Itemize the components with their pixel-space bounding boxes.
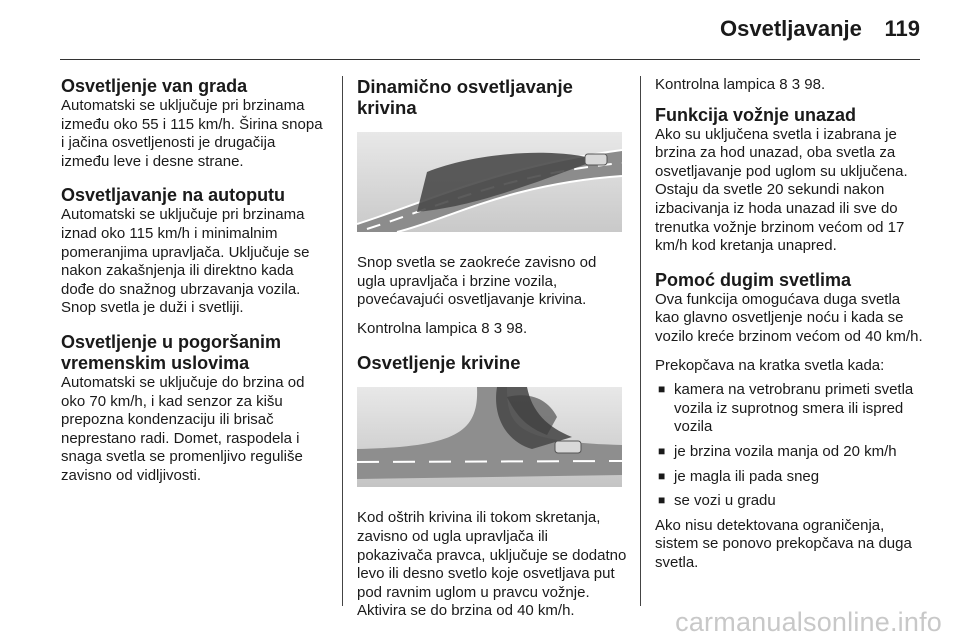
section-text: Automatski se uključuje do brzina od oko 70 km/h, i kad senzor za kišu prepozna kondenzaciju ili brisač neprestano radi. Domet, raspodela i snaga svetla se promenljivo reguliše zavisno od vidljivosti. [61,373,305,484]
paragraph: Kontrolna lampica 8 3 98. [655,76,826,93]
column-divider-2 [640,76,641,606]
section-text: Automatski se uključuje pri brzinama iznad oko 115 km/h i minimalnim pomeranjima upravljača. Uključuje se nakon zakašnjenja ili direktno kada dođe do snažnog ubrzavanja vozila. Snop svetla je duži i svetliji. [61,206,310,317]
section-heading: Pomoć dugim svetlima [655,269,852,290]
header-divider [60,59,920,60]
section-text: Kod oštrih krivina ili tokom skretanja, zavisno od ugla upravljača ili pokazivača pravca, uključuje se dodatno levo ili desno svetlo koje osvetljava put pod ravnim uglom u pravcu vožnje. Aktivira se do brzina od 40 km/h. [357,509,627,620]
section-heading: Osvetljenje u pogoršanim vremenskim uslovima [61,331,282,373]
paragraph: Snop svetla se zaokreće zavisno od ugla upravljača i brzine vozila, povećavajući osvetljavanje krivina. [357,254,597,309]
section-heading: Dinamično osvetljavanje krivina [357,76,573,118]
page-header-title: Osvetljavanje [720,16,862,41]
cornering-light-illustration [357,387,622,487]
paragraph: Kontrolna lampica 8 3 98. [357,319,528,337]
column-divider-1 [342,76,343,606]
column-3 [655,76,923,586]
section-text: Automatski se uključuje pri brzinama između oko 55 i 115 km/h. Širina snopa i jačina osvetljenosti je drugačija između leve i desne strane. [61,97,323,170]
section-outside-city [61,76,326,171]
section-bad-weather [61,332,326,486]
column-2 [357,76,627,621]
list-item: ■ se vozi u gradu [655,492,923,511]
section-text: Ova funkcija omogućava duga svetla kao glavno osvetljenje noću i kada se vozilo kreće brzinom većom od 40 km/h. [655,290,923,345]
section-highway [61,185,326,318]
page-number: 119 [884,16,920,41]
list-item: ■ kamera na vetrobranu primeti svetla vozila iz suprotnog smera ili ispred vozila [655,381,923,437]
list-outro: Ako nisu detektovana ograničenja, sistem se ponovo prekopčava na duga svetla. [655,516,912,571]
section-heading: Osvetljenje krivine [357,352,521,374]
list-item: ■ je brzina vozila manja od 20 km/h [655,443,923,462]
list-item: ■ je magla ili pada sneg [655,468,923,487]
section-reverse [655,105,923,256]
curve-lighting-illustration [357,132,622,232]
section-heading: Funkcija vožnje unazad [655,104,857,125]
section-text: Ako su uključena svetla i izabrana je brzina za hod unazad, oba svetla za osvetljavanje pod uglom su uključena. Ostaju da svetle 20 sekundi nakon izbacivanja iz hoda unazad ili sve do trenutka vožnje brzinom većom od 17 km/h kod kretanja unapred. [655,125,908,255]
list-intro: Prekopčava na kratka svetla kada: [655,356,885,374]
column-1 [61,76,326,500]
watermark: carmanualsonline.info [675,607,942,637]
section-heading: Osvetljavanje na autoputu [61,185,286,206]
section-high-beam-assist [655,270,923,573]
section-heading: Osvetljenje van grada [61,76,248,96]
